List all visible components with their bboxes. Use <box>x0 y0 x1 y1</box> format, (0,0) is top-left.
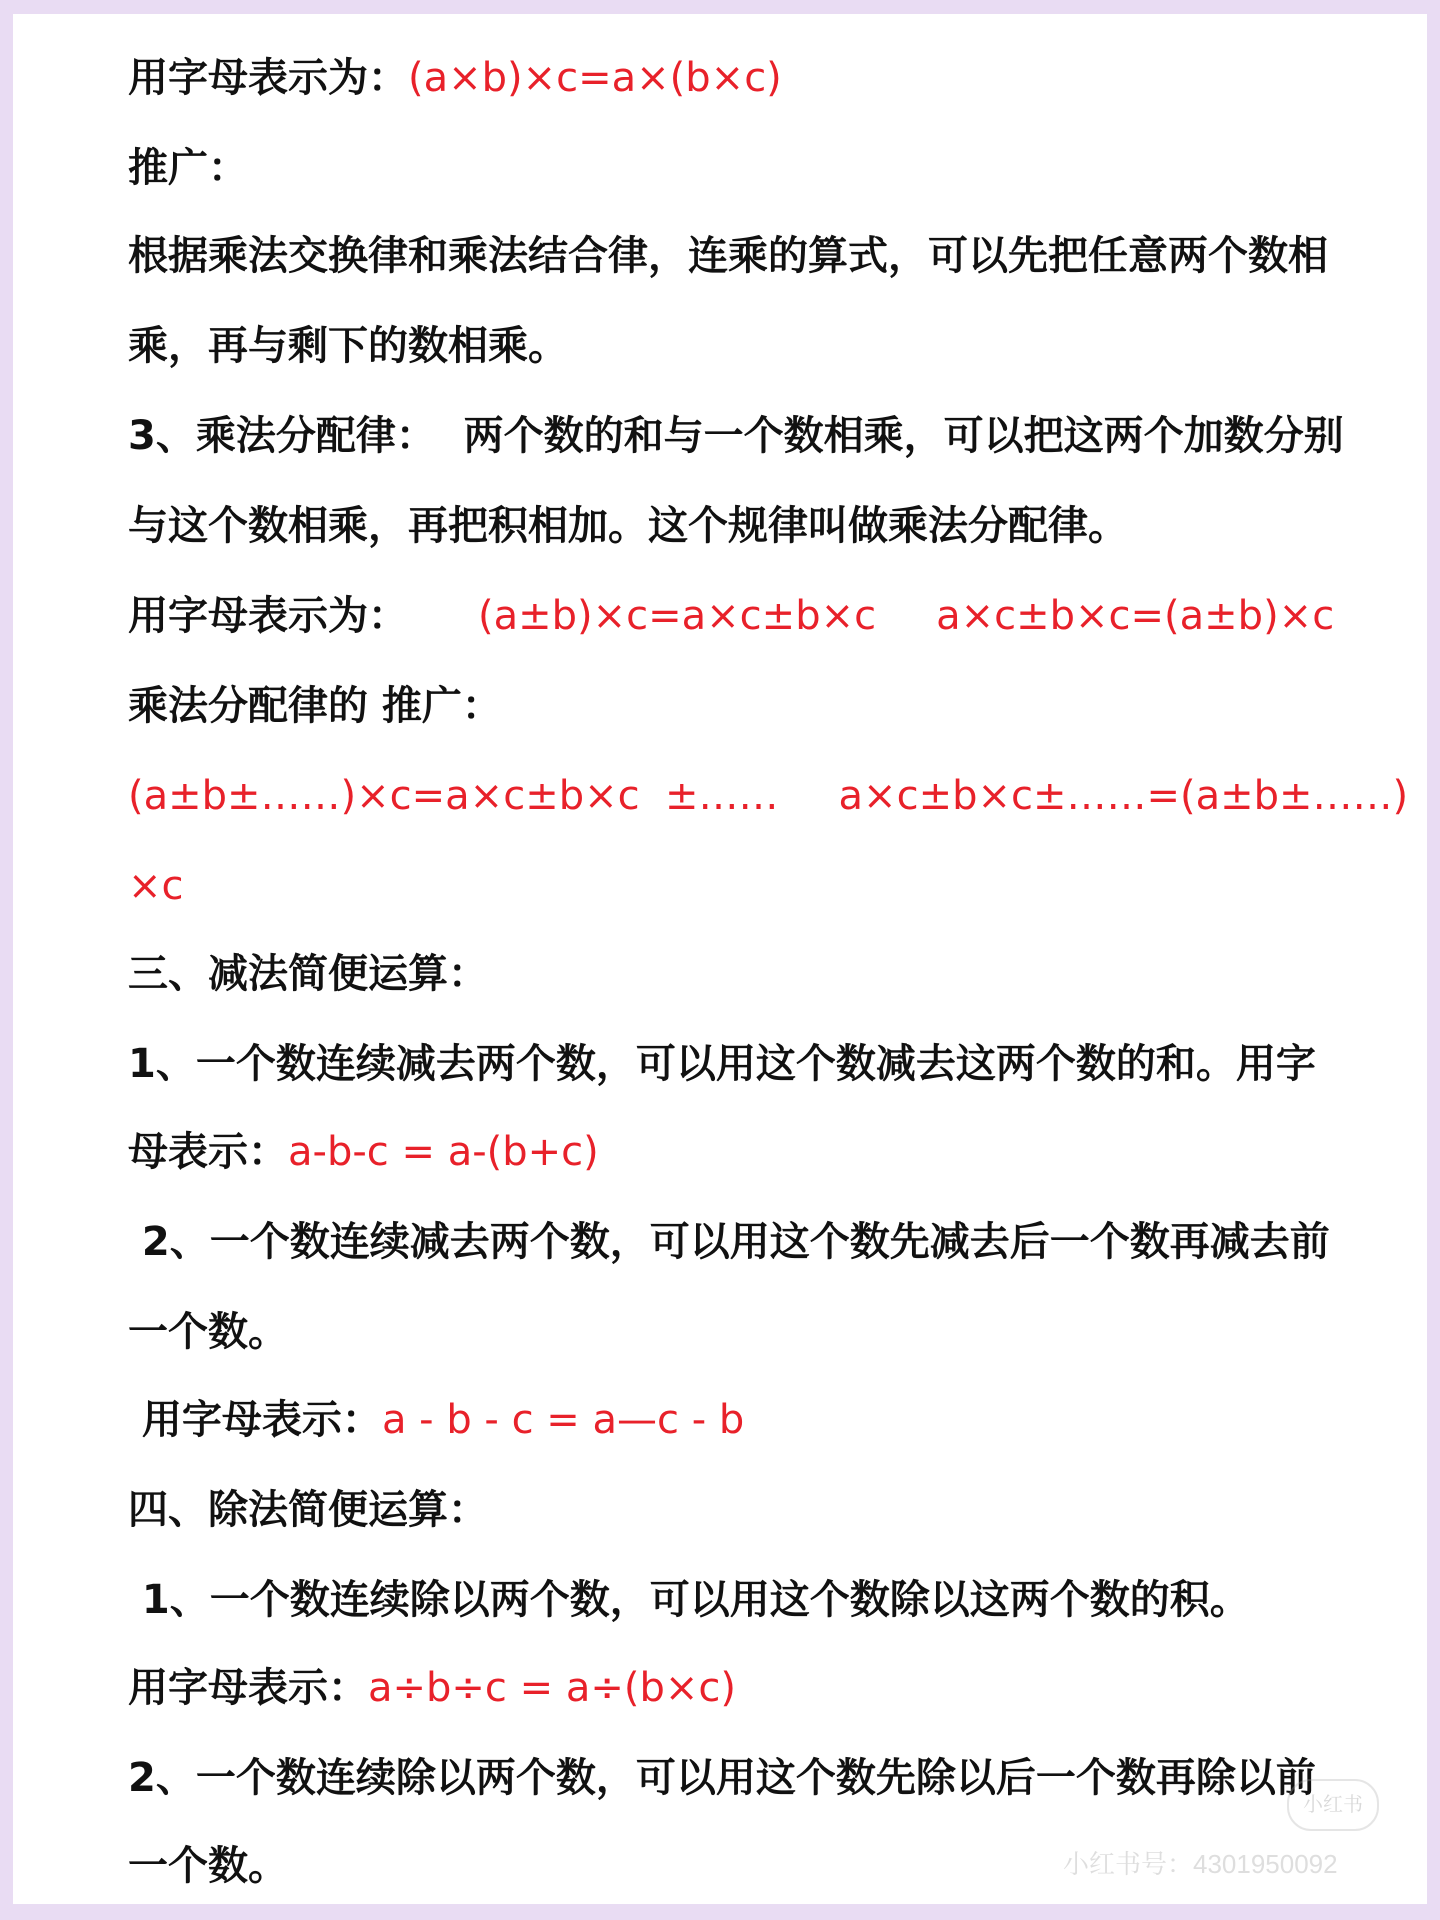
formula-label: 用字母表示： <box>128 1665 368 1711</box>
line-11 <box>128 946 488 1002</box>
section-heading-division: 四、除法简便运算： <box>128 1487 488 1533</box>
paragraph-text: 与这个数相乘，再把积相加。这个规律叫做乘法分配律。 <box>128 503 1128 549</box>
paragraph-text: 乘，再与剩下的数相乘。 <box>128 323 568 369</box>
section-heading-subtraction: 三、减法简便运算： <box>128 951 488 997</box>
line-1 <box>128 50 782 106</box>
formula-extension-continued: ×c <box>128 863 184 909</box>
formula-division-1: a÷b÷c = a÷(b×c) <box>368 1665 737 1711</box>
paragraph-text: 一个数。 <box>128 1309 288 1355</box>
formula-distributive-2: a×c±b×c=(a±b)×c <box>936 593 1335 639</box>
line-16 <box>128 1392 744 1448</box>
heading-extension: 推广： <box>128 145 248 191</box>
line-3 <box>128 228 1328 284</box>
line-4 <box>128 318 568 374</box>
formula-distributive-1: (a±b)×c=a×c±b×c <box>478 593 877 639</box>
line-10 <box>128 858 184 914</box>
line-8 <box>128 678 502 734</box>
paragraph-text: 1、一个数连续减去两个数，可以用这个数减去这两个数的和。用字 <box>128 1041 1316 1087</box>
line-15 <box>128 1304 288 1360</box>
line-5 <box>128 408 1344 464</box>
formula-label: 母表示： <box>128 1129 288 1175</box>
formula-extension-1: (a±b±……)×c=a×c±b×c ±…… <box>128 773 779 819</box>
paragraph-text: 2、一个数连续除以两个数，可以用这个数先除以后一个数再除以前 <box>128 1755 1316 1801</box>
formula-label: 用字母表示为： <box>128 55 408 101</box>
formula-label: 用字母表示： <box>128 1397 382 1443</box>
document-page <box>13 14 1427 1904</box>
paragraph-text: 一个数。 <box>128 1843 288 1889</box>
formula-extension-2: a×c±b×c±……=(a±b±……) <box>838 773 1409 819</box>
line-19 <box>128 1660 736 1716</box>
formula-label: 用字母表示为： <box>128 593 408 639</box>
line-6 <box>128 498 1128 554</box>
paragraph-text: 3、乘法分配律： 两个数的和与一个数相乘，可以把这两个加数分别 <box>128 413 1344 459</box>
formula-associative: (a×b)×c=a×(b×c) <box>408 55 782 101</box>
formula-subtraction-2: a - b - c = a—c - b <box>381 1397 745 1443</box>
watermark-logo: 小红书 <box>1287 1779 1379 1831</box>
line-14 <box>128 1214 1330 1270</box>
paragraph-text: 1、一个数连续除以两个数，可以用这个数除以这两个数的积。 <box>128 1577 1250 1623</box>
line-7 <box>128 588 1334 644</box>
line-18 <box>128 1572 1250 1628</box>
heading-distributive-extension: 乘法分配律的 推广： <box>128 683 502 729</box>
paragraph-text: 根据乘法交换律和乘法结合律，连乘的算式，可以先把任意两个数相 <box>128 233 1328 279</box>
line-21 <box>128 1838 288 1894</box>
line-12 <box>128 1036 1316 1092</box>
line-17 <box>128 1482 488 1538</box>
line-9 <box>128 768 1408 824</box>
formula-subtraction-1: a-b-c = a-(b+c) <box>288 1129 599 1175</box>
paragraph-text: 2、一个数连续减去两个数，可以用这个数先减去后一个数再减去前 <box>128 1219 1330 1265</box>
watermark-id: 小红书号：4301950092 <box>1063 1849 1338 1879</box>
line-20 <box>128 1750 1316 1806</box>
line-13 <box>128 1124 599 1180</box>
line-2 <box>128 140 248 196</box>
